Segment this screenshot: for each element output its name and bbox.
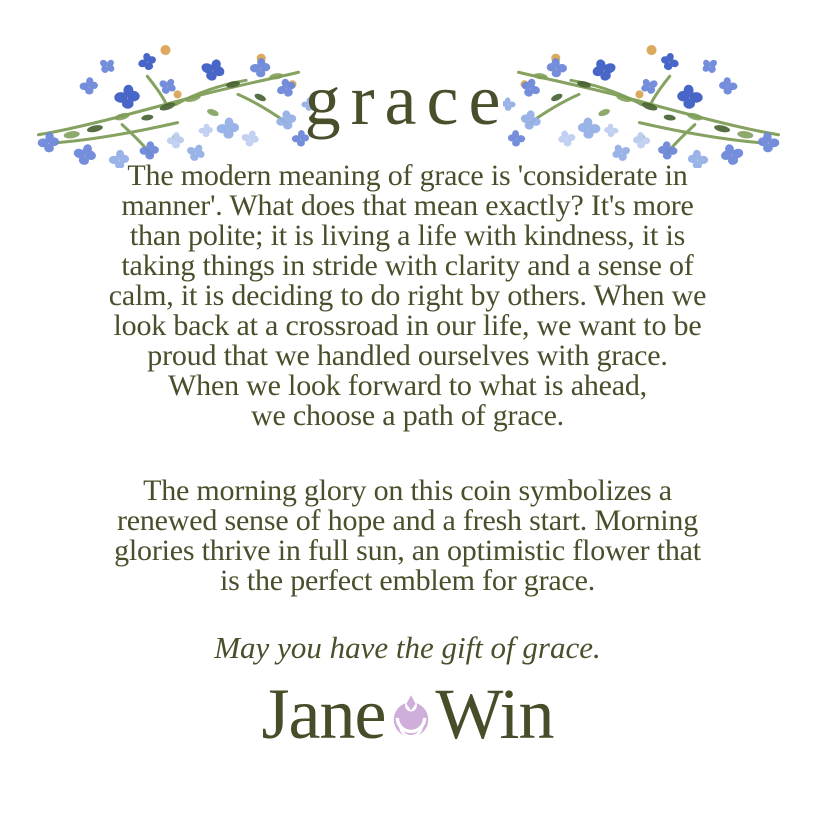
logo-word-win: Win [435, 674, 554, 754]
symbolism-line: is the perfect emblem for grace. [219, 564, 596, 597]
intro-line: proud that we handled ourselves with grace. [147, 339, 668, 372]
intro-paragraph [0, 161, 815, 431]
intro-line: look back at a crossroad in our life, we want to be [113, 309, 702, 342]
symbolism-line: renewed sense of hope and a fresh start. Morning [116, 504, 699, 537]
blessing-text: May you have the gift of grace. [214, 630, 601, 665]
intro-line: When we look forward to what is ahead, [168, 369, 647, 402]
symbolism-paragraph [0, 476, 815, 596]
intro-line: taking things in stride with clarity and a sense of [121, 249, 694, 282]
intro-line: calm, it is deciding to do right by others. When we [108, 279, 707, 312]
intro-line: The modern meaning of grace is 'considerate in [127, 159, 688, 192]
brand-logo [0, 674, 815, 754]
symbolism-line: The morning glory on this coin symbolizes a [143, 474, 672, 507]
intro-line: we choose a path of grace. [251, 399, 564, 432]
crown-shell-icon [391, 694, 431, 738]
intro-line: manner'. What does that mean exactly? It's more [121, 189, 694, 222]
symbolism-line: glories thrive in full sun, an optimistic flower that [114, 534, 701, 567]
intro-line: than polite; it is living a life with kindness, it is [129, 219, 686, 252]
logo-word-jane: Jane [261, 674, 386, 754]
page-title: grace [304, 60, 511, 140]
